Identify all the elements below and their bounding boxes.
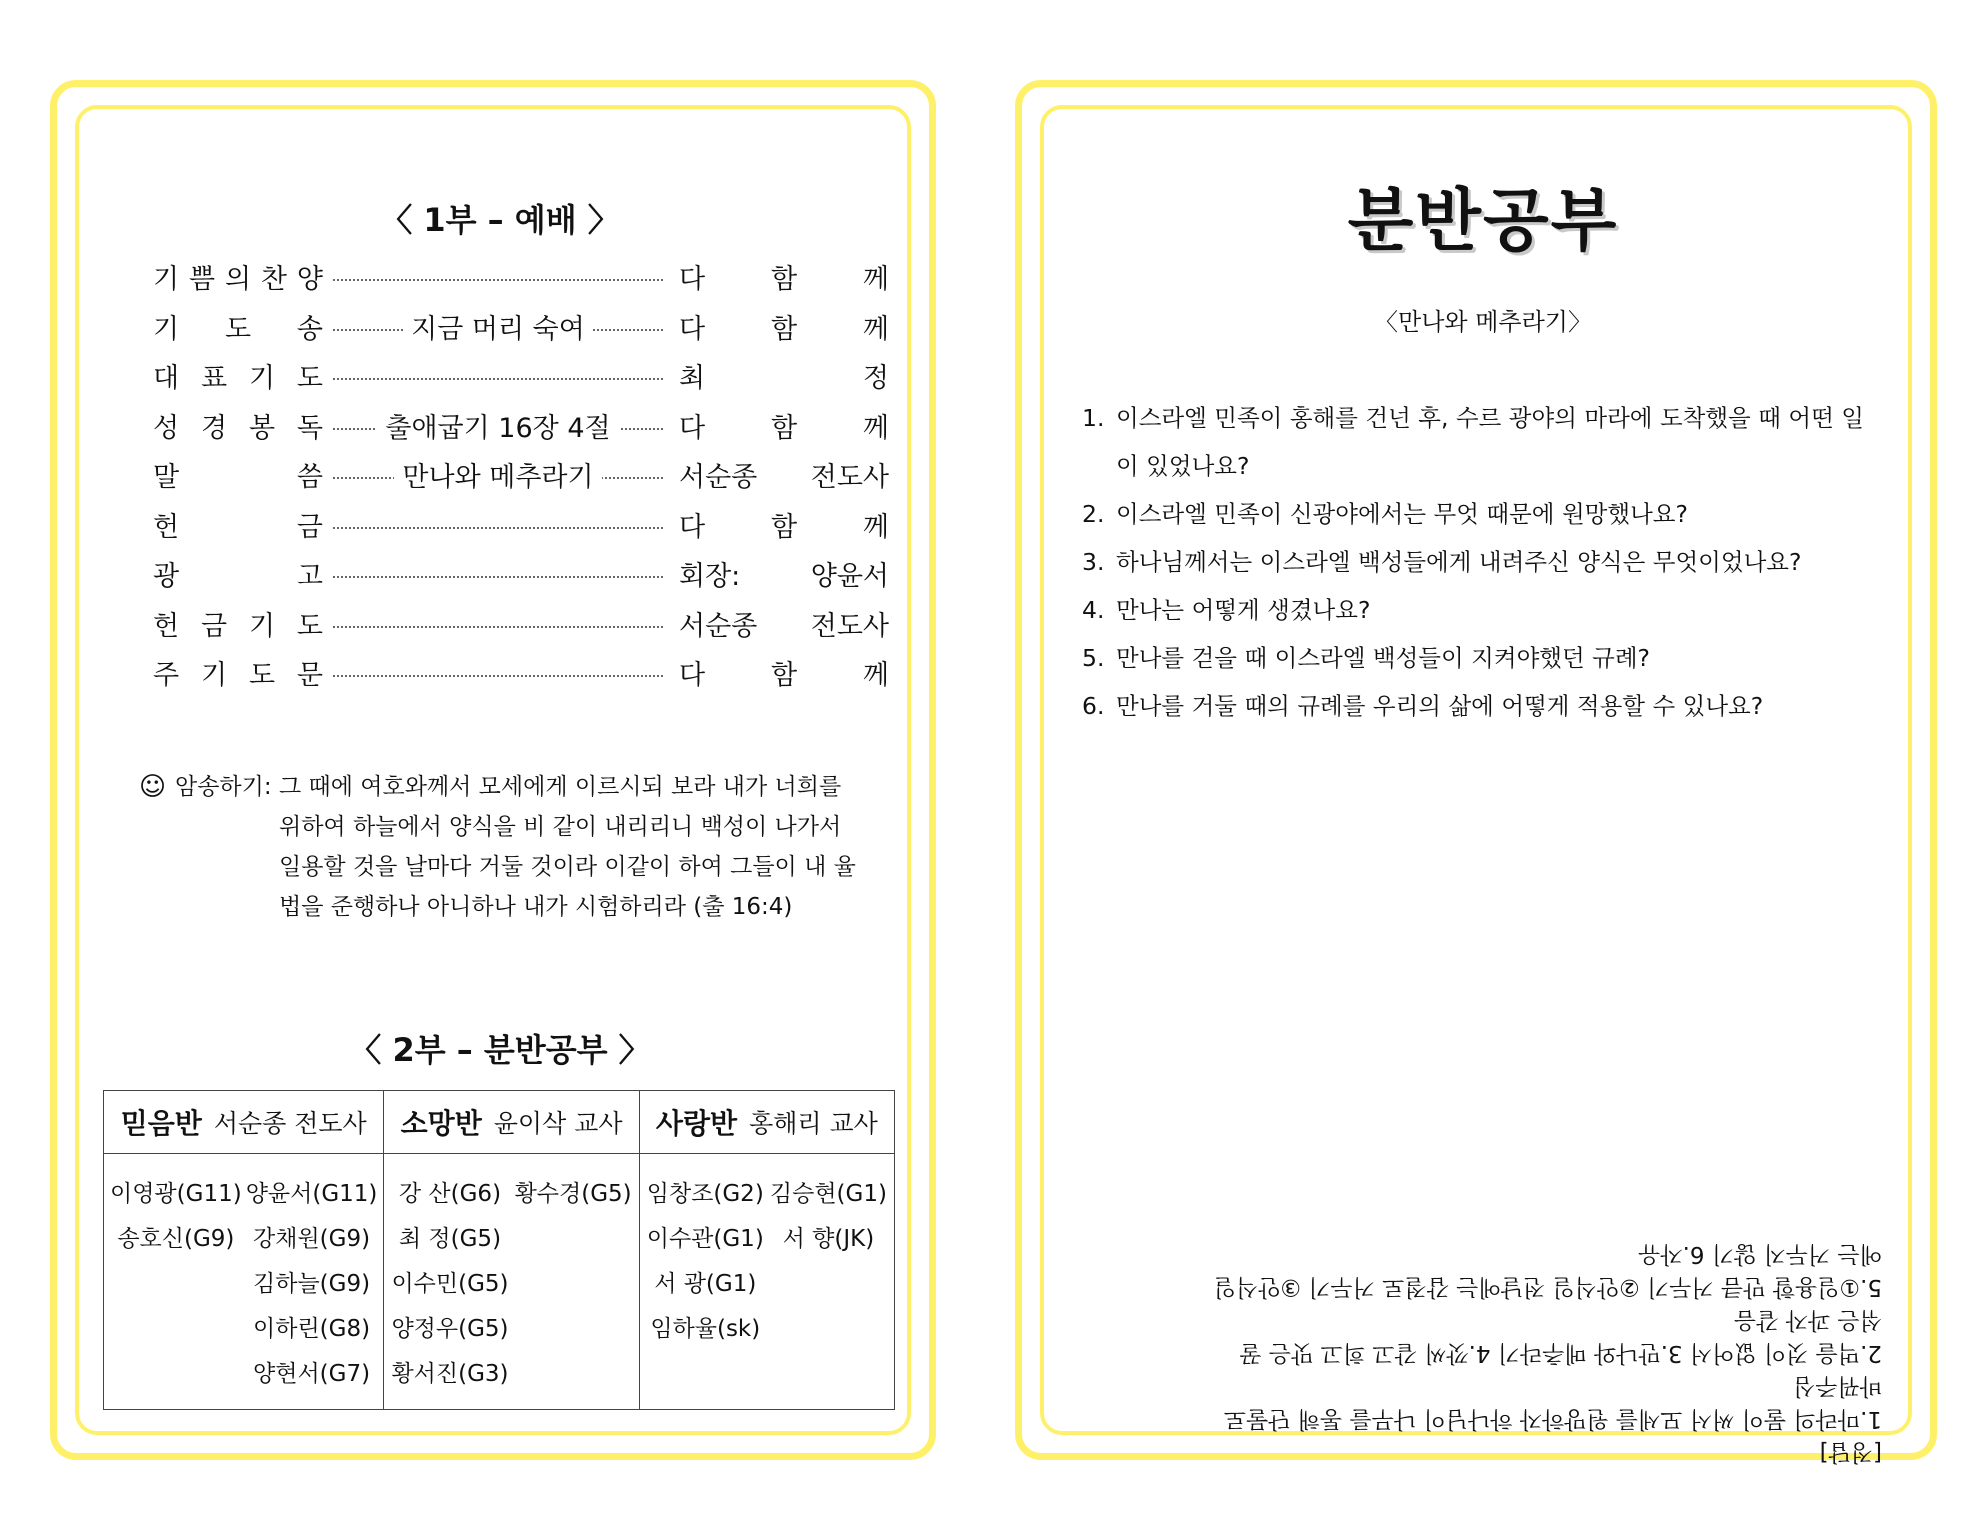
member-name: 김하늘(G9) <box>253 1271 371 1297</box>
program-item-label <box>153 505 323 544</box>
program-item-person <box>679 554 889 593</box>
member-name: 서 광(G1) <box>654 1271 757 1297</box>
program-item-label <box>153 554 323 593</box>
question-list <box>1082 394 1872 730</box>
part1-title: 〈 1부 – 예배 〉 <box>380 201 620 239</box>
member-name: 이영광(G11) <box>110 1181 242 1207</box>
class-column <box>639 1091 894 1409</box>
person-part: 양윤서 <box>810 561 889 592</box>
label-char: 표 <box>200 363 228 394</box>
question-item <box>1082 682 1872 730</box>
program-item-detail <box>333 455 663 494</box>
question-number: 2. <box>1082 500 1105 528</box>
member-name: 최 정(G5) <box>398 1226 502 1252</box>
question-text: 만나를 걷을 때 이스라엘 백성들이 지켜야했던 규례? <box>1116 644 1651 672</box>
person-part: 다 <box>679 511 706 543</box>
member-list <box>110 1172 377 1397</box>
class-header <box>640 1091 894 1154</box>
person-part: 다 <box>679 264 706 295</box>
person-part: 함 <box>770 412 798 444</box>
question-text: 이스라엘 민족이 홍해를 건넌 후, 수르 광야의 마라에 도착했을 때 어떤 일이 있었나요? <box>1116 404 1864 480</box>
part2-title: 〈 2부 – 분반공부 〉 <box>349 1031 651 1069</box>
member-name: 임창조(G2) <box>646 1181 764 1207</box>
label-char: 도 <box>248 660 276 691</box>
class-header <box>104 1091 383 1154</box>
program-row <box>153 604 893 654</box>
program-item-person <box>679 307 889 346</box>
program-item-label <box>153 406 323 445</box>
person-part: 께 <box>862 313 889 345</box>
memory-verse-label: 암송하기: <box>175 774 272 800</box>
member-list <box>646 1172 888 1397</box>
program-item-person <box>679 653 889 692</box>
person-part: 함 <box>770 264 798 295</box>
person-part: 서순종 <box>679 462 758 493</box>
label-char: 성 <box>153 412 180 444</box>
member-name: 강 산(G6) <box>398 1181 502 1207</box>
label-char: 경 <box>200 412 228 444</box>
program-item-label <box>153 257 323 296</box>
question-number: 6. <box>1082 692 1105 720</box>
label-char: 기 <box>153 264 180 295</box>
person-part: 께 <box>862 264 889 295</box>
member-name: 양윤서(G11) <box>245 1181 378 1207</box>
label-char: 도 <box>296 363 323 394</box>
member-name: 황서진(G3) <box>391 1361 509 1387</box>
class-name: 소망반 <box>400 1107 482 1140</box>
program-item-person <box>679 604 889 643</box>
label-char: 도 <box>296 610 323 642</box>
label-char: 씀 <box>296 462 323 493</box>
member-name: 이수관(G1) <box>646 1226 764 1252</box>
question-number: 5. <box>1082 644 1105 672</box>
member-name: 이수민(G5) <box>391 1271 509 1297</box>
person-part: 정 <box>862 363 889 394</box>
label-char: 양 <box>296 264 323 295</box>
person-part: 회장: <box>679 561 741 592</box>
program-item-label <box>153 653 323 692</box>
program-row <box>153 356 893 406</box>
label-char: 금 <box>200 610 228 642</box>
label-char: 찬 <box>260 264 287 295</box>
dotted-leader <box>333 576 663 578</box>
person-part: 다 <box>679 313 706 345</box>
label-char: 송 <box>296 313 323 345</box>
question-text: 만나를 거둘 때의 규례를 우리의 삶에 어떻게 적용할 수 있나요? <box>1116 692 1764 720</box>
question-text: 만나는 어떻게 생겼나요? <box>1116 596 1371 624</box>
dotted-leader <box>333 626 663 628</box>
question-item <box>1082 634 1872 682</box>
label-char: 헌 <box>153 610 180 642</box>
question-number: 1. <box>1082 404 1105 432</box>
person-part: 전도사 <box>810 610 889 642</box>
member-name: 강채원(G9) <box>253 1226 371 1252</box>
member-name: 황수경(G5) <box>514 1181 632 1207</box>
person-part: 다 <box>679 412 706 444</box>
class-table <box>103 1090 895 1410</box>
label-char: 문 <box>296 660 323 691</box>
member-name: 임하율(sk) <box>650 1316 761 1342</box>
label-char: 말 <box>153 462 180 493</box>
program-item-detail <box>333 307 663 346</box>
memory-verse-text: 그 때에 여호와께서 모세에게 이르시되 보라 내가 너희를 위하여 하늘에서 양식을 비 같이 내리리니 백성이 나가서 일용할 것을 날마다 거둘 것이라 이같이 하여 그들이 내 율법을 준행하나 아니하나 내가 시험하리라 (출 16:4) <box>279 774 856 920</box>
dotted-leader <box>333 378 663 380</box>
class-column <box>104 1091 383 1409</box>
program-item-person <box>679 505 889 544</box>
program-row <box>153 554 893 604</box>
person-part: 전도사 <box>810 462 889 493</box>
program-row <box>153 406 893 456</box>
question-text: 하나님께서는 이스라엘 백성들에게 내려주신 양식은 무엇이었나요? <box>1116 548 1802 576</box>
worship-program <box>153 257 893 703</box>
upside-down-answers <box>1212 1237 1882 1468</box>
label-char: 대 <box>153 363 180 394</box>
program-item-person <box>679 406 889 445</box>
program-row <box>153 307 893 357</box>
program-item-label <box>153 307 323 346</box>
program-row <box>153 653 893 703</box>
answer-line: 5.①일용할 만큼 거두기 ②안식일 전날에는 갑절로 거두기 ③안식일에는 거두지 않기 6.자유 <box>1213 1241 1882 1300</box>
label-char: 도 <box>224 313 252 345</box>
person-part: 함 <box>770 313 798 345</box>
label-char: 쁨 <box>188 264 216 295</box>
class-teacher: 홍해리 교사 <box>749 1109 878 1138</box>
program-item-detail <box>333 406 663 445</box>
class-header <box>384 1091 638 1154</box>
label-char: 의 <box>224 264 252 295</box>
label-char: 고 <box>296 561 323 592</box>
person-part: 다 <box>679 660 706 691</box>
question-text: 이스라엘 민족이 신광야에서는 무엇 때문에 원망했나요? <box>1116 500 1688 528</box>
label-char: 광 <box>153 561 180 592</box>
label-char: 기 <box>248 363 276 394</box>
label-char: 기 <box>248 610 276 642</box>
dotted-leader <box>333 527 663 529</box>
person-part: 최 <box>679 363 706 394</box>
program-row <box>153 257 893 307</box>
person-part: 함 <box>770 660 798 691</box>
program-item-person <box>679 257 889 296</box>
person-part: 께 <box>862 412 889 444</box>
program-item-person <box>679 455 889 494</box>
member-name: 이하린(G8) <box>253 1316 371 1342</box>
question-item <box>1082 490 1872 538</box>
program-row <box>153 455 893 505</box>
answer-line: 2.먹을 것이 없어서 3.만나와 메추라기 4.깟씨 같고 희고 맛은 꿀 섞은 과자 같음 <box>1239 1307 1882 1366</box>
study-page <box>1015 80 1937 1465</box>
class-column <box>383 1091 638 1409</box>
person-part: 께 <box>862 660 889 691</box>
smiley-icon: ☺ <box>139 772 167 802</box>
detail-text: 출애굽기 16장 4절 <box>377 413 618 444</box>
program-item-person <box>679 356 889 395</box>
detail-text: 만나와 메추라기 <box>394 462 601 493</box>
program-item-label <box>153 604 323 643</box>
question-item <box>1082 394 1872 490</box>
person-part: 서순종 <box>679 610 758 642</box>
label-char: 금 <box>296 511 323 543</box>
answer-line: [정답] <box>1819 1439 1882 1465</box>
class-name: 믿음반 <box>120 1107 202 1140</box>
member-name: 서 향(JK) <box>782 1226 875 1252</box>
label-char: 기 <box>153 313 180 345</box>
label-char: 기 <box>200 660 228 691</box>
class-teacher: 윤이삭 교사 <box>493 1109 623 1138</box>
member-name: 양현서(G7) <box>253 1361 371 1387</box>
worship-order-page <box>50 80 936 1460</box>
member-name: 김승현(G1) <box>769 1181 887 1207</box>
class-teacher: 서순종 전도사 <box>213 1109 367 1138</box>
member-name: 송호신(G9) <box>117 1226 235 1252</box>
person-part: 함 <box>770 511 798 543</box>
question-item <box>1082 538 1872 586</box>
question-number: 4. <box>1082 596 1105 624</box>
answer-line: 1.마라의 물이 써서 모세를 원망하자 하나님이 나무를 통해 단물로 바꿔주심 <box>1223 1373 1882 1432</box>
question-number: 3. <box>1082 548 1105 576</box>
study-subtitle: 〈만나와 메추라기〉 <box>1374 308 1592 336</box>
label-char: 헌 <box>153 511 180 543</box>
member-name: 양정우(G5) <box>391 1316 509 1342</box>
class-name: 사랑반 <box>655 1107 738 1140</box>
person-part: 께 <box>862 511 889 543</box>
study-title: 분반공부 <box>1347 182 1619 261</box>
detail-text: 지금 머리 숙여 <box>403 314 593 345</box>
label-char: 봉 <box>248 412 276 444</box>
program-item-label <box>153 455 323 494</box>
dotted-leader <box>333 279 663 281</box>
program-item-label <box>153 356 323 395</box>
member-list <box>390 1172 632 1397</box>
label-char: 독 <box>296 412 323 444</box>
label-char: 주 <box>153 660 180 691</box>
program-row <box>153 505 893 555</box>
dotted-leader <box>333 675 663 677</box>
question-item <box>1082 586 1872 634</box>
